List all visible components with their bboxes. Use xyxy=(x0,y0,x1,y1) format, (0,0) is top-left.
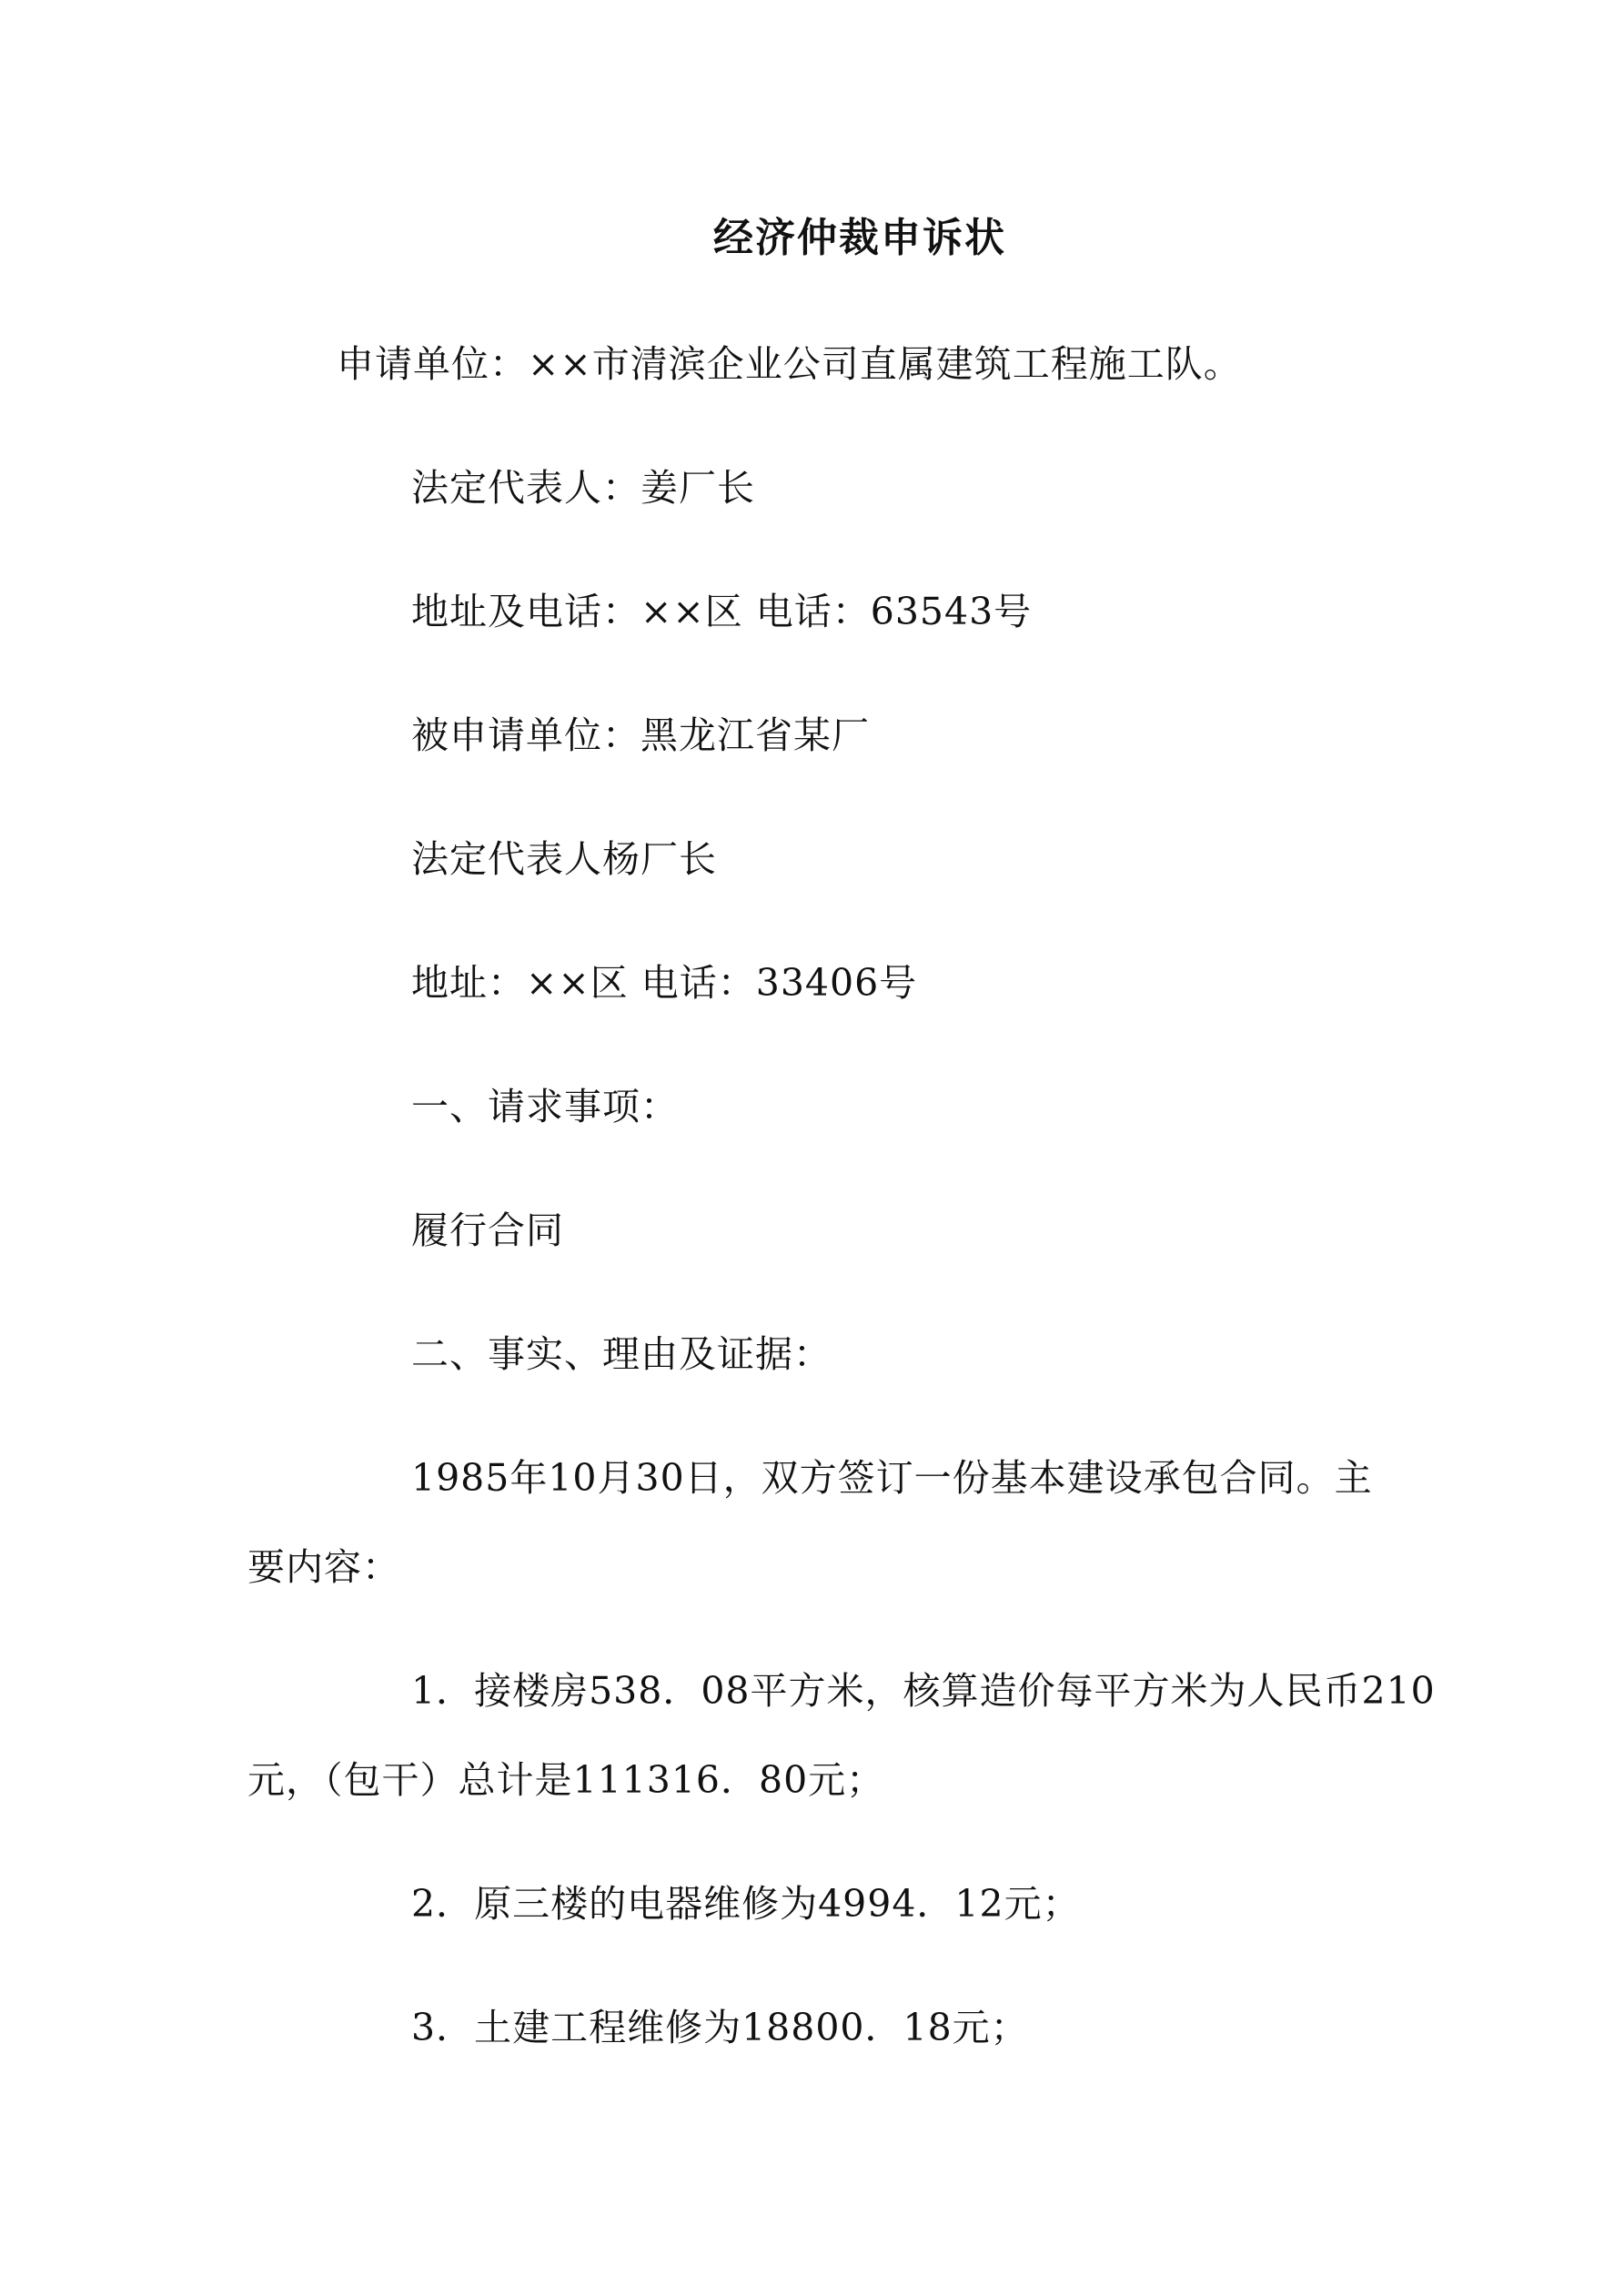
section-heading-claims: 一、请求事项： xyxy=(411,1085,679,1128)
document-title: 经济仲裁申诉状 xyxy=(713,215,1006,261)
item-1-line-2: 元，（包干）总计是111316．80元； xyxy=(247,1758,885,1802)
applicant-representative: 法定代表人：姜厂长 xyxy=(411,466,755,510)
item-3: 3．土建工程维修为18800．18元； xyxy=(411,2006,1029,2049)
respondent-representative: 法定代表人杨厂长 xyxy=(411,837,717,881)
item-1-line-1: 1．接楼房538．08平方米，核算造价每平方米为人民币210 xyxy=(411,1669,1436,1713)
respondent-address-phone: 地址：××区 电话：33406号 xyxy=(411,961,918,1005)
applicant-address-phone: 地址及电话：××区 电话：63543号 xyxy=(411,590,1033,633)
respondent-unit: 被申请单位：黑龙江省某厂 xyxy=(411,713,870,757)
claim-text: 履行合同 xyxy=(411,1209,564,1252)
item-2: 2．原三楼的电器维修为4994．12元； xyxy=(411,1882,1081,1926)
section-heading-facts: 二、事实、理由及证据： xyxy=(411,1332,832,1376)
applicant-unit: 申请单位：××市清滨企业公司直属建筑工程施工队。 xyxy=(337,342,1242,386)
facts-paragraph-line-1: 1985年10月30日，双方签订一份基本建设承包合同。主 xyxy=(411,1456,1373,1500)
facts-paragraph-line-2: 要内容： xyxy=(247,1545,400,1589)
